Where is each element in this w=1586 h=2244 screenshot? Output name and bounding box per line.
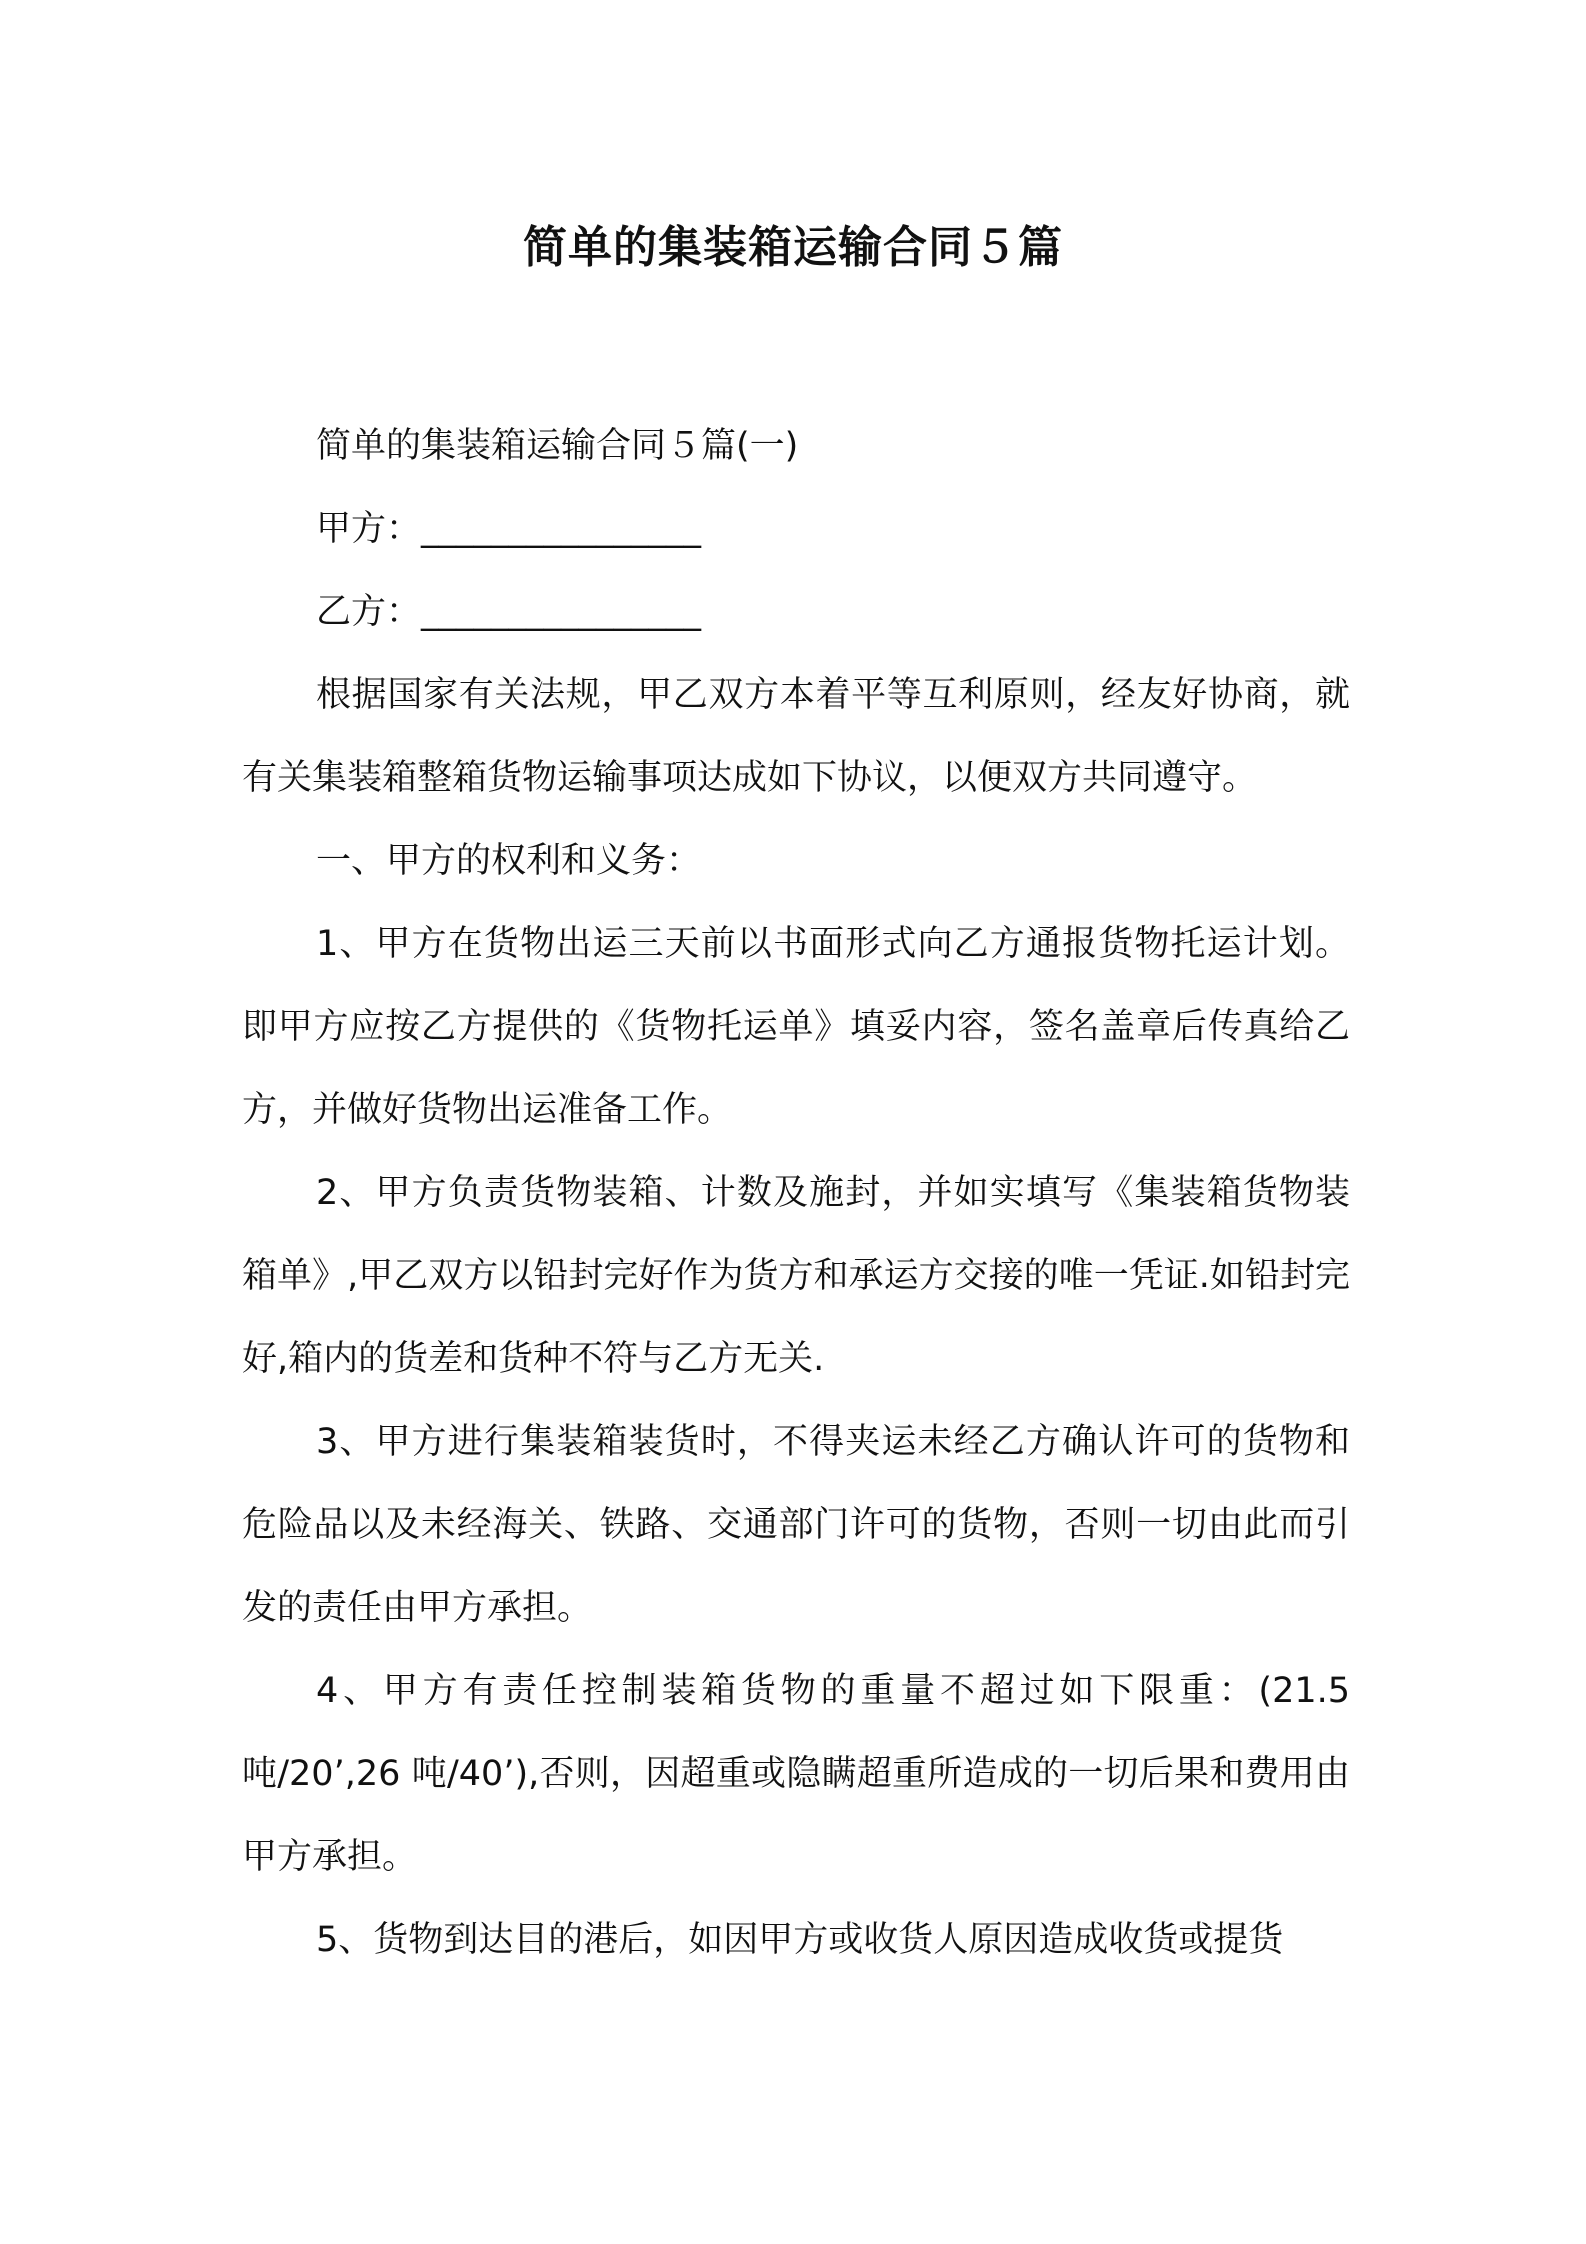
clause-paragraph: 3、甲方进行集装箱装货时，不得夹运未经乙方确认许可的货物和危险品以及未经海关、铁路、交通部门许可的货物，否则一切由此而引发的责任由甲方承担。 (242, 1422, 1350, 1628)
clause-paragraph: 1、甲方在货物出运三天前以书面形式向乙方通报货物托运计划。即甲方应按乙方提供的《货物托运单》填妥内容，签名盖章后传真给乙方，并做好货物出运准备工作。 (242, 924, 1350, 1130)
intro-paragraph: 根据国家有关法规，甲乙双方本着平等互利原则，经友好协商，就有关集装箱整箱货物运输事项达成如下协议，以便双方共同遵守。 (242, 675, 1350, 798)
party-a-line: 甲方：________________ (316, 509, 702, 549)
party-b-line: 乙方：________________ (316, 592, 702, 632)
document-title: 简单的集装箱运输合同５篇 (523, 222, 1063, 273)
clause-paragraph: 2、甲方负责货物装箱、计数及施封，并如实填写《集装箱货物装箱单》,甲乙双方以铅封完好作为货方和承运方交接的唯一凭证.如铅封完好,箱内的货差和货种不符与乙方无关. (242, 1173, 1350, 1379)
clause-paragraph: 4、甲方有责任控制装箱货物的重量不超过如下限重：(21.5 吨/20’,26 吨/40’),否则，因超重或隐瞒超重所造成的一切后果和费用由甲方承担。 (242, 1671, 1350, 1877)
contract-subtitle: 简单的集装箱运输合同５篇(一) (316, 426, 799, 466)
document-body (242, 405, 1350, 1982)
clause-paragraph: 5、货物到达目的港后，如因甲方或收货人原因造成收货或提货 (316, 1920, 1284, 1960)
section-heading: 一、甲方的权利和义务： (316, 841, 702, 881)
